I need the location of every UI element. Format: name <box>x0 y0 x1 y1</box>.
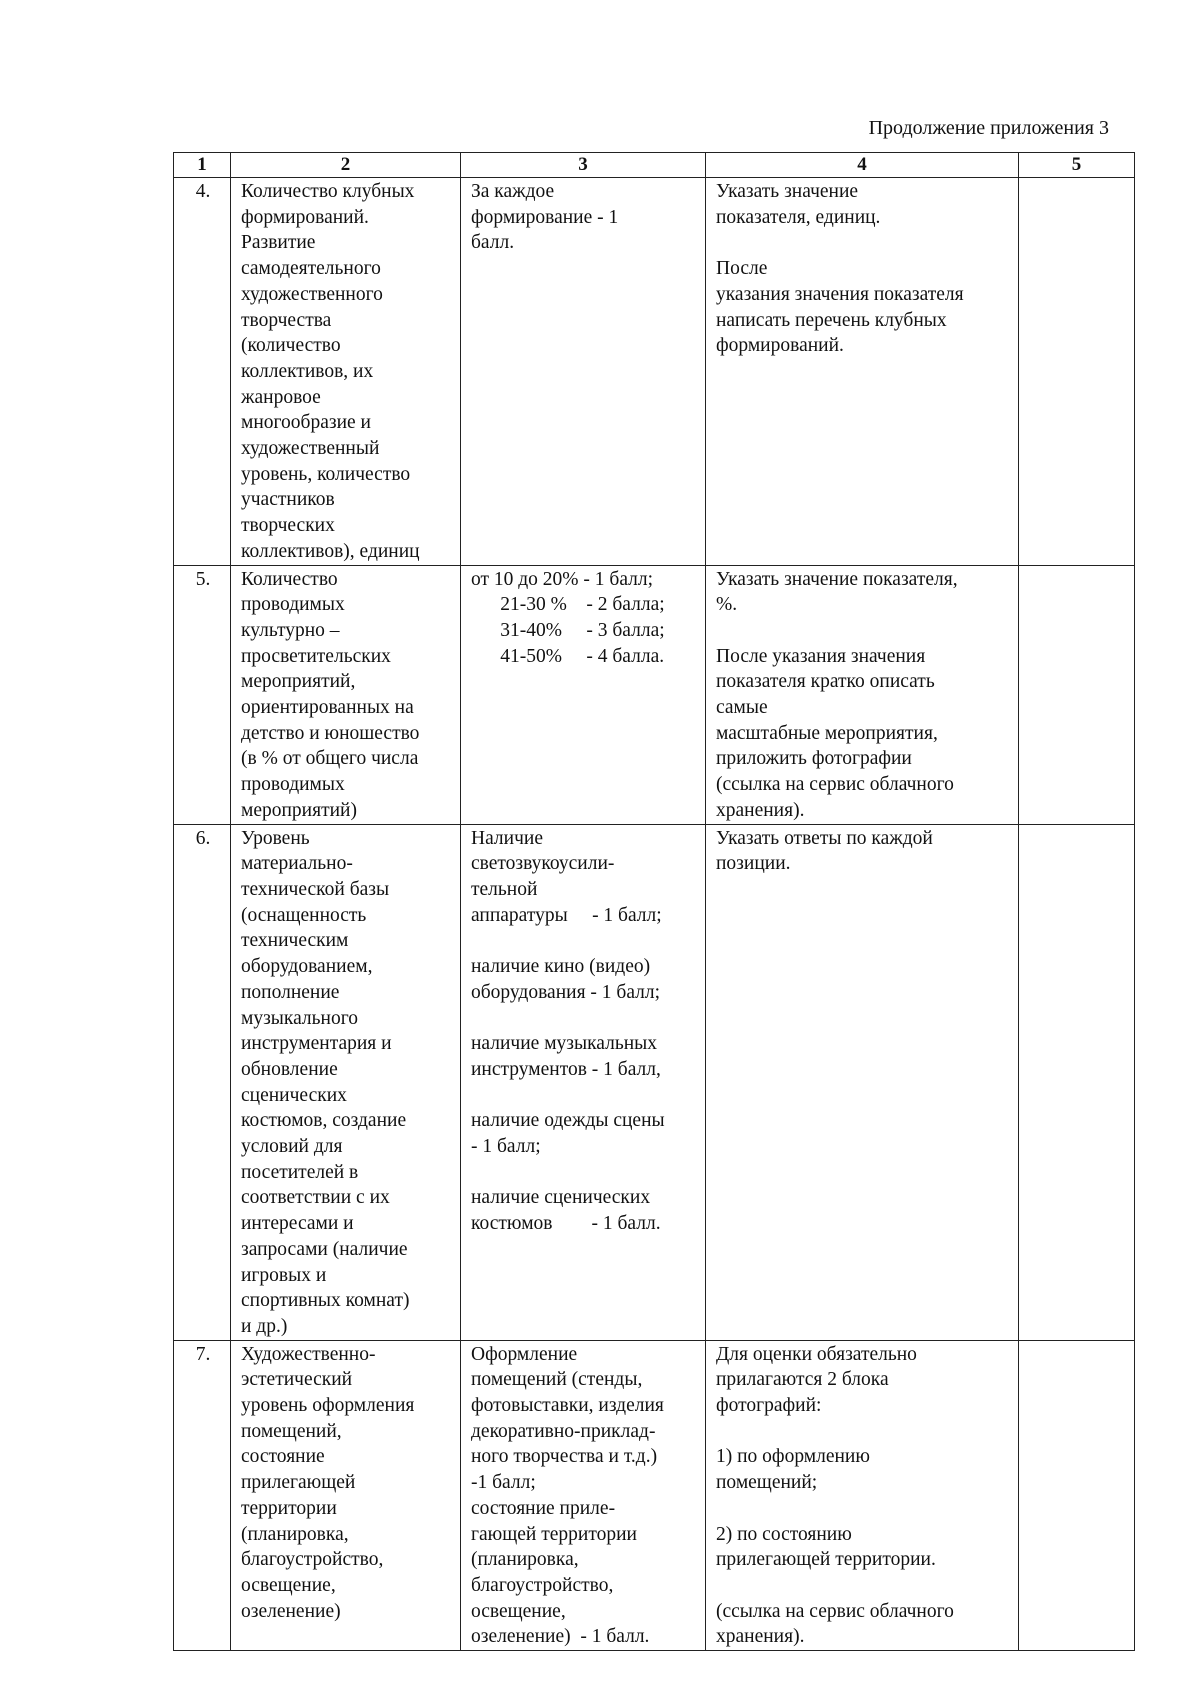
indicator-line: коллективов, их <box>241 360 374 382</box>
scoring-line: от 10 до 20% - 1 балл; <box>471 568 654 590</box>
indicator-line: Уровень <box>241 827 310 849</box>
indicator-line: формирований. <box>241 206 369 228</box>
indicator-line: эстетический <box>241 1369 353 1391</box>
indicator-line: спортивных комнат) <box>241 1290 410 1312</box>
scoring-line: оборудования - 1 балл; <box>471 981 661 1003</box>
scoring-line: тельной <box>471 878 538 900</box>
indicator-line: детство и юношество <box>241 722 420 744</box>
instructions-line: указания значения показателя <box>716 283 964 305</box>
instructions-line: позиции. <box>716 853 791 875</box>
scoring-line: аппаратуры - 1 балл; <box>471 904 662 926</box>
indicator-line: костюмов, создание <box>241 1110 407 1132</box>
table-row <box>174 1340 1135 1650</box>
instructions-line: хранения). <box>716 1626 805 1648</box>
cell-indicator <box>231 1340 461 1650</box>
blank-line <box>471 1005 697 1031</box>
table-header-row <box>174 153 1135 178</box>
blank-line <box>471 1160 697 1186</box>
indicator-line: (оснащенность <box>241 904 367 926</box>
cell-instructions <box>706 178 1019 566</box>
scoring-line: За каждое <box>471 181 555 202</box>
instructions-line: помещений; <box>716 1472 818 1494</box>
indicator-line: игровых и <box>241 1264 327 1286</box>
indicator-line: проводимых <box>241 594 345 616</box>
scoring-line: 41-50% - 4 балла. <box>471 645 665 667</box>
indicator-line: проводимых <box>241 774 345 796</box>
indicator-line: запросами (наличие <box>241 1238 408 1260</box>
scoring-line: наличие сценических <box>471 1187 651 1209</box>
scoring-line: помещений (стенды, <box>471 1369 643 1391</box>
instructions-line: Указать значение показателя, <box>716 568 958 590</box>
blank-line <box>471 1083 697 1109</box>
indicator-line: творческих <box>241 515 335 537</box>
instructions-line: написать перечень клубных <box>716 309 947 331</box>
cell-instructions <box>706 565 1019 824</box>
indicator-line: Количество <box>241 568 338 590</box>
indicator-line: материально- <box>241 853 353 875</box>
row-number: 4. <box>174 178 231 566</box>
blank-line <box>716 618 1010 644</box>
instructions-line: %. <box>716 594 738 616</box>
indicator-line: художественного <box>241 283 383 305</box>
scoring-line: состояние прилe- <box>471 1497 616 1519</box>
indicator-line: пополнение <box>241 981 340 1003</box>
indicator-line: (планировка, <box>241 1523 349 1545</box>
scoring-line: ного творчества и т.д.) <box>471 1446 658 1468</box>
scoring-line: (планировка, <box>471 1549 579 1571</box>
indicator-line: условий для <box>241 1136 343 1158</box>
scoring-line: гающей территории <box>471 1523 637 1545</box>
indicator-line: многообразие и <box>241 412 371 434</box>
row-number: 6. <box>174 824 231 1340</box>
indicator-line: оборудованием, <box>241 956 373 978</box>
instructions-line: показателя, единиц. <box>716 206 881 228</box>
scoring-line: -1 балл; <box>471 1472 536 1494</box>
scoring-line: 21-30 % - 2 балла; <box>471 594 665 616</box>
row-number: 7. <box>174 1340 231 1650</box>
scoring-line: костюмов - 1 балл. <box>471 1213 661 1235</box>
indicator-line: мероприятий) <box>241 799 357 821</box>
blank-line <box>716 1419 1010 1445</box>
instructions-line: хранения). <box>716 799 805 821</box>
scoring-line: наличие музыкальных <box>471 1033 658 1055</box>
scoring-line: 31-40% - 3 балла; <box>471 619 665 641</box>
instructions-line: (ссылка на сервис облачного <box>716 774 954 796</box>
column-header-1: 1 <box>174 153 231 178</box>
page-header: Продолжение приложения 3 <box>868 117 1109 139</box>
cell-col5 <box>1019 824 1135 1340</box>
blank-line <box>716 230 1010 256</box>
indicator-line: посетителей в <box>241 1161 359 1183</box>
indicator-line: обновление <box>241 1058 338 1080</box>
scoring-line: инструментов - 1 балл, <box>471 1058 661 1080</box>
indicator-line: просветительских <box>241 645 391 667</box>
instructions-line: Для оценки обязательно <box>716 1343 917 1365</box>
cell-scoring <box>461 565 706 824</box>
scoring-line: декоративно-приклад- <box>471 1420 656 1442</box>
scoring-line: формирование - 1 <box>471 206 619 228</box>
column-header-3: 3 <box>461 153 706 178</box>
indicator-line: участников <box>241 489 335 511</box>
cell-scoring <box>461 1340 706 1650</box>
cell-instructions <box>706 1340 1019 1650</box>
indicator-line: Развитие <box>241 232 316 254</box>
instructions-line: (ссылка на сервис облачного <box>716 1600 954 1622</box>
cell-scoring <box>461 824 706 1340</box>
scoring-line: фотовыставки, изделия <box>471 1395 664 1417</box>
instructions-line: приложить фотографии <box>716 748 912 770</box>
instructions-line: прилегающей территории. <box>716 1549 936 1571</box>
instructions-line: Указать значение <box>716 181 859 202</box>
instructions-line: 1) по оформлению <box>716 1446 870 1468</box>
instructions-line: После <box>716 258 768 280</box>
indicator-line: благоустройство, <box>241 1549 384 1571</box>
cell-scoring <box>461 178 706 566</box>
scoring-line: благоустройство, <box>471 1574 614 1596</box>
scoring-line: наличие кино (видео) <box>471 956 651 978</box>
column-header-5: 5 <box>1019 153 1135 178</box>
indicator-line: музыкального <box>241 1007 358 1029</box>
scoring-line: - 1 балл; <box>471 1135 541 1157</box>
cell-indicator <box>231 178 461 566</box>
cell-col5 <box>1019 565 1135 824</box>
instructions-line: После указания значения <box>716 645 926 667</box>
scoring-line: наличие одежды сцены <box>471 1110 665 1132</box>
indicator-line: освещение, <box>241 1574 336 1596</box>
indicator-line: интересами и <box>241 1213 354 1235</box>
indicator-line: технической базы <box>241 878 390 900</box>
instructions-line: прилагаются 2 блока <box>716 1369 889 1391</box>
scoring-line: светозвукоусили- <box>471 853 615 875</box>
indicator-line: мероприятий, <box>241 671 356 693</box>
instructions-line: Указать ответы по каждой <box>716 827 933 849</box>
indicator-line: территории <box>241 1497 337 1519</box>
blank-line <box>471 928 697 954</box>
indicator-line: сценических <box>241 1084 347 1106</box>
blank-line <box>716 1573 1010 1599</box>
indicator-line: художественный <box>241 438 380 460</box>
scoring-line: Наличие <box>471 827 543 849</box>
scoring-line: озеленение) - 1 балл. <box>471 1626 650 1648</box>
column-header-2: 2 <box>231 153 461 178</box>
indicator-line: коллективов), единиц <box>241 540 420 562</box>
indicator-line: Количество клубных <box>241 181 415 202</box>
indicator-line: и др.) <box>241 1315 288 1337</box>
scoring-line: Оформление <box>471 1343 578 1365</box>
indicator-line: ориентированных на <box>241 697 414 719</box>
cell-indicator <box>231 565 461 824</box>
instructions-line: показателя кратко описать <box>716 671 935 693</box>
indicator-line: уровень, количество <box>241 463 411 485</box>
indicator-line: инструментария и <box>241 1033 392 1055</box>
blank-line <box>716 1496 1010 1522</box>
instructions-line: фотографий: <box>716 1395 822 1417</box>
indicator-line: помещений, <box>241 1420 342 1442</box>
indicator-line: (количество <box>241 335 341 357</box>
indicator-line: Художественно- <box>241 1343 376 1365</box>
cell-instructions <box>706 824 1019 1340</box>
instructions-line: 2) по состоянию <box>716 1523 852 1545</box>
indicator-line: самодеятельного <box>241 258 381 280</box>
table-row <box>174 824 1135 1340</box>
indicator-line: уровень оформления <box>241 1395 415 1417</box>
indicator-line: прилегающей <box>241 1472 356 1494</box>
cell-indicator <box>231 824 461 1340</box>
scoring-line: освещение, <box>471 1600 566 1622</box>
indicator-line: (в % от общего числа <box>241 748 419 770</box>
criteria-table <box>173 152 1135 1651</box>
indicator-line: творчества <box>241 309 332 331</box>
instructions-line: самые <box>716 697 768 719</box>
cell-col5 <box>1019 1340 1135 1650</box>
table-row <box>174 178 1135 566</box>
indicator-line: состояние <box>241 1446 325 1468</box>
table-row <box>174 565 1135 824</box>
cell-col5 <box>1019 178 1135 566</box>
indicator-line: жанровое <box>241 386 321 408</box>
indicator-line: культурно – <box>241 619 340 641</box>
indicator-line: техническим <box>241 930 349 952</box>
instructions-line: масштабные мероприятия, <box>716 722 938 744</box>
scoring-line: балл. <box>471 232 515 254</box>
indicator-line: соответствии с их <box>241 1187 390 1209</box>
row-number: 5. <box>174 565 231 824</box>
indicator-line: озеленение) <box>241 1600 341 1622</box>
instructions-line: формирований. <box>716 335 844 357</box>
column-header-4: 4 <box>706 153 1019 178</box>
